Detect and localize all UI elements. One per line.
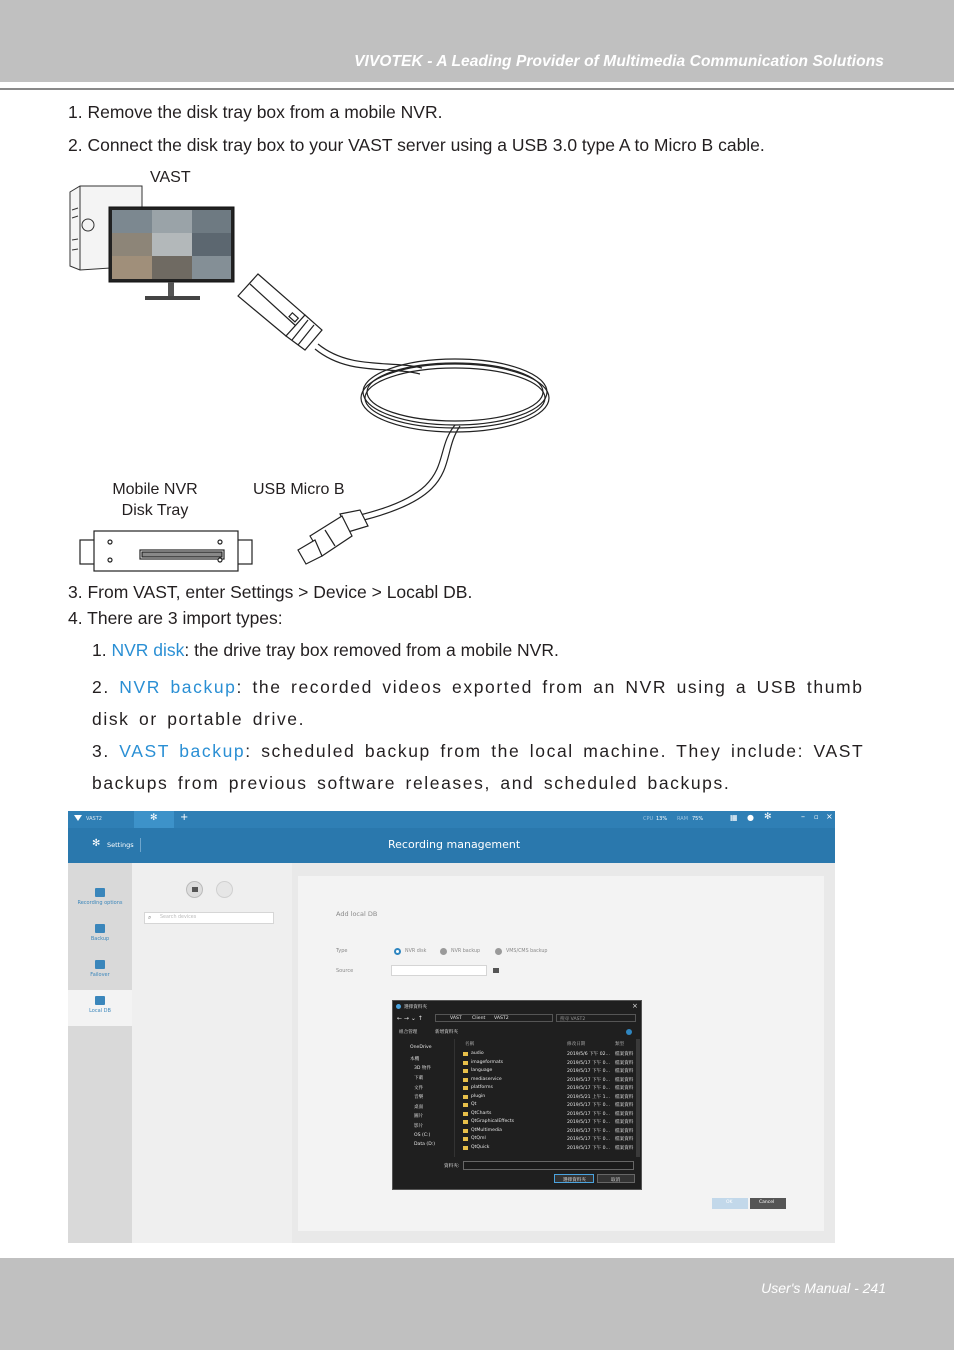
tree-item[interactable]: OS (C:) — [414, 1133, 431, 1138]
sidebar-item-local-db[interactable] — [68, 990, 132, 1026]
col-name-header[interactable]: 名稱 — [465, 1042, 475, 1047]
address-bar[interactable] — [435, 1014, 553, 1022]
file-date: 2019/5/17 下午 0... — [567, 1145, 610, 1151]
folder-icon — [463, 1069, 468, 1073]
file-type: 檔案資料 — [615, 1128, 634, 1134]
sidebar-item-backup[interactable] — [68, 918, 132, 954]
header-divider — [140, 838, 141, 852]
tree-item[interactable]: OneDrive — [410, 1045, 432, 1050]
file-date: 2019/5/17 下午 0... — [567, 1120, 610, 1125]
settings-tab[interactable] — [134, 811, 174, 828]
file-name: QtQml — [471, 1136, 486, 1141]
file-name: Qt — [471, 1102, 477, 1107]
file-type: 檔案資料 — [615, 1145, 634, 1151]
page-header-bar — [68, 828, 835, 863]
file-date: 2019/5/17 下午 0... — [567, 1060, 610, 1066]
select-folder-button-label: 選擇資料夾 — [563, 1178, 586, 1183]
folder-icon — [463, 1103, 468, 1107]
dialog-title: 選擇資料夾 — [404, 1005, 427, 1010]
radio-nvr-disk[interactable] — [394, 948, 401, 955]
remove-local-db-button[interactable] — [216, 881, 233, 898]
calendar-icon — [95, 888, 105, 897]
page-header — [0, 0, 954, 82]
folder-icon — [463, 1129, 468, 1133]
search-placeholder: Search devices — [160, 915, 197, 920]
folder-icon — [463, 1052, 468, 1056]
import-type-1-num: 1. — [92, 640, 112, 660]
file-date: 2019/5/17 下午 0... — [567, 1137, 610, 1142]
folder-icon — [463, 1078, 468, 1082]
help-icon[interactable] — [626, 1029, 632, 1035]
select-folder-dialog — [392, 1000, 642, 1190]
settings-sidebar — [68, 863, 132, 1243]
vast-label: VAST — [150, 169, 191, 186]
dialog-search-placeholder: 搜尋 VAST2 — [560, 1017, 586, 1022]
file-type: 檔案資料 — [615, 1086, 634, 1091]
file-name: QtGraphicalEffects — [471, 1119, 515, 1124]
import-type-3 — [92, 735, 887, 799]
col-type-header[interactable]: 類型 — [615, 1042, 625, 1047]
tree-item[interactable]: 圖片 — [414, 1114, 424, 1119]
dialog-close-icon[interactable]: × — [632, 1002, 638, 1010]
micro-b-label: USB Micro B — [253, 481, 345, 498]
folder-icon[interactable] — [493, 968, 499, 973]
header-title: VIVOTEK - A Leading Provider of Multimedia Communication Solutions — [354, 53, 884, 70]
file-type: 檔案資料 — [615, 1103, 634, 1108]
select-folder-button[interactable] — [554, 1174, 594, 1183]
radio-vms-backup-label: VMS/CMS backup — [506, 949, 548, 954]
cancel-button[interactable] — [750, 1198, 786, 1209]
cancel-button-label: Cancel — [759, 1200, 775, 1205]
search-icon: ⌕ — [148, 914, 152, 921]
file-type: 檔案資料 — [615, 1077, 634, 1083]
folder-icon — [463, 1061, 468, 1065]
tray-label-line1: Mobile NVR — [112, 481, 198, 498]
file-type: 檔案資料 — [615, 1052, 634, 1057]
monitor-icon — [109, 207, 234, 300]
file-date: 2019/5/17 下午 0... — [567, 1111, 610, 1117]
restore-icon[interactable]: ▫ — [814, 813, 819, 821]
folder-field-input[interactable] — [463, 1161, 634, 1170]
folder-icon — [463, 1112, 468, 1116]
tree-item[interactable]: 桌面 — [414, 1105, 424, 1110]
folder-add-icon — [192, 887, 198, 892]
organize-menu[interactable]: 組合管理 — [399, 1030, 418, 1035]
file-row[interactable] — [463, 1077, 635, 1085]
file-name: audio — [471, 1051, 484, 1056]
nav-arrows-icon[interactable]: ← → ⌄ ↑ — [397, 1015, 423, 1022]
usb-a-plug-icon — [238, 274, 322, 350]
file-date: 2019/5/17 下午 0... — [567, 1128, 610, 1134]
tree-item[interactable]: 本機 — [410, 1057, 420, 1062]
file-name: imageformats — [471, 1059, 504, 1065]
file-row[interactable] — [463, 1094, 635, 1102]
usb-micro-b-plug-icon — [298, 510, 368, 564]
settings-icon: ✻ — [92, 838, 101, 849]
new-folder-button[interactable]: 新增資料夾 — [435, 1030, 458, 1035]
sidebar-item-label: Failover — [90, 972, 110, 978]
folder-icon — [463, 1095, 468, 1099]
file-name: QtMultimedia — [471, 1127, 502, 1133]
file-type: 檔案資料 — [615, 1111, 634, 1117]
app-tab[interactable] — [68, 811, 134, 828]
page-footer — [0, 1258, 954, 1350]
header-rule — [0, 88, 954, 90]
app-tab-label: VAST2 — [86, 816, 102, 822]
vivotek-logo-icon — [74, 815, 82, 821]
source-input[interactable] — [391, 965, 487, 976]
import-type-1-desc: : the drive tray box removed from a mobile NVR. — [184, 640, 559, 660]
source-label: Source — [336, 968, 354, 974]
dialog-search-input[interactable] — [556, 1014, 636, 1022]
sidebar-item-recording-options[interactable] — [68, 882, 132, 918]
gear-icon: ✻ — [150, 813, 158, 823]
file-date: 2019/5/17 下午 0... — [567, 1086, 610, 1091]
import-type-2-term: NVR backup — [119, 677, 237, 697]
step-3: 3. From VAST, enter Settings > Device > Locabl DB. — [68, 582, 473, 602]
file-type: 檔案資料 — [615, 1094, 634, 1100]
add-local-db-title: Add local DB — [336, 910, 378, 918]
tree-item[interactable]: 下載 — [414, 1076, 424, 1081]
settings-gear-icon[interactable]: ✻ — [764, 812, 772, 822]
close-icon[interactable]: × — [826, 812, 833, 821]
col-date-header[interactable]: 修改日期 — [567, 1042, 586, 1047]
recording-management-title: Recording management — [388, 838, 521, 851]
tray-label-line2: Disk Tray — [121, 502, 189, 519]
tree-item[interactable]: 音樂 — [414, 1095, 424, 1100]
path-vast: VAST — [450, 1016, 462, 1021]
cpu-value: 13% — [656, 816, 668, 822]
step-1: 1. Remove the disk tray box from a mobile NVR. — [68, 102, 443, 122]
folder-tree — [395, 1039, 455, 1157]
file-name: QtCharts — [471, 1110, 492, 1116]
import-type-3-term: VAST backup — [119, 741, 246, 761]
file-row[interactable] — [463, 1051, 635, 1059]
dialog-cancel-button-label: 取消 — [611, 1178, 621, 1183]
radio-nvr-disk-label: NVR disk — [405, 949, 427, 954]
dialog-scrollbar[interactable] — [636, 1039, 640, 1157]
import-type-2-num: 2. — [92, 677, 120, 697]
file-row[interactable] — [463, 1060, 635, 1068]
step-4: 4. There are 3 import types: — [68, 608, 283, 628]
file-row[interactable] — [463, 1145, 635, 1153]
bell-icon[interactable]: ● — [747, 813, 754, 822]
add-tab-icon[interactable]: + — [180, 812, 189, 823]
import-type-1-term: NVR disk — [111, 640, 185, 660]
radio-nvr-backup-label: NVR backup — [451, 949, 481, 954]
file-date: 2019/5/17 下午 0... — [567, 1103, 610, 1108]
disk-tray-icon — [80, 531, 252, 571]
file-row[interactable] — [463, 1068, 635, 1076]
folder-field-label: 資料夾: — [444, 1164, 460, 1169]
file-name: plugin — [471, 1093, 486, 1099]
folder-icon — [463, 1137, 468, 1141]
grid-icon[interactable]: ▦ — [730, 813, 738, 822]
step-2: 2. Connect the disk tray box to your VAST server using a USB 3.0 type A to Micro B cable. — [68, 135, 765, 155]
device-list-panel — [132, 863, 292, 1243]
folder-icon — [463, 1086, 468, 1090]
file-row[interactable] — [463, 1119, 635, 1127]
file-row[interactable] — [463, 1128, 635, 1136]
sidebar-item-label: Backup — [90, 936, 110, 942]
file-name: language — [471, 1068, 493, 1073]
tree-item[interactable]: 文件 — [414, 1086, 424, 1091]
page-number: User's Manual - 241 — [761, 1280, 886, 1296]
sidebar-item-failover[interactable] — [68, 954, 132, 990]
import-type-1 — [92, 639, 559, 661]
path-client: Client — [472, 1016, 486, 1021]
file-row[interactable] — [463, 1085, 635, 1093]
ok-button[interactable] — [712, 1198, 748, 1209]
database-icon — [95, 996, 105, 1005]
file-type: 檔案資料 — [615, 1120, 634, 1125]
ok-button-label: OK — [726, 1200, 733, 1205]
path-vast2: VAST2 — [494, 1016, 509, 1021]
import-type-3-desc: : scheduled backup from the local machine. They include: VAST backups from previous software releases, and scheduled backups. — [92, 741, 865, 793]
folder-icon — [463, 1120, 468, 1124]
sidebar-item-label: Recording options — [77, 900, 123, 906]
sidebar-item-label: Local DB — [89, 1008, 111, 1014]
file-row[interactable] — [463, 1111, 635, 1119]
folder-icon — [463, 1146, 468, 1150]
cpu-label: CPU — [643, 816, 654, 822]
tree-item[interactable]: 3D 物件 — [414, 1066, 432, 1071]
file-date: 2019/5/17 下午 0... — [567, 1069, 610, 1074]
file-date: 2019/5/21 上午 1... — [567, 1094, 610, 1100]
radio-nvr-backup[interactable] — [440, 948, 447, 955]
dialog-app-icon — [396, 1004, 401, 1009]
minimize-icon[interactable]: – — [801, 812, 805, 821]
file-name: mediaservice — [471, 1076, 502, 1082]
radio-vms-backup[interactable] — [495, 948, 502, 955]
ram-value: 75% — [692, 816, 704, 822]
app-titlebar — [68, 811, 835, 828]
import-type-2 — [92, 671, 887, 735]
settings-label: Settings — [107, 841, 134, 849]
vast-screenshot — [68, 811, 835, 1243]
import-type-2-desc: : the recorded videos exported from an NVR using a USB thumb disk or portable drive. — [92, 677, 864, 729]
file-type: 檔案資料 — [615, 1069, 634, 1074]
failover-icon — [95, 960, 105, 969]
dialog-cancel-button[interactable] — [597, 1174, 635, 1183]
file-name: QtQuick — [471, 1144, 490, 1150]
backup-icon — [95, 924, 105, 933]
usb-cable — [315, 344, 549, 520]
type-label: Type — [336, 948, 348, 954]
file-type: 檔案資料 — [615, 1060, 634, 1066]
tree-item[interactable]: Data (D:) — [414, 1142, 436, 1147]
file-row[interactable] — [463, 1136, 635, 1144]
tree-item[interactable]: 影片 — [414, 1124, 424, 1129]
import-type-3-num: 3. — [92, 741, 120, 761]
file-type: 檔案資料 — [615, 1137, 634, 1142]
ram-label: RAM — [677, 816, 689, 822]
file-date: 2019/5/17 下午 0... — [567, 1077, 610, 1083]
device-search-input[interactable] — [144, 912, 274, 924]
file-name: platforms — [471, 1085, 493, 1090]
file-date: 2019/5/6 下午 02... — [567, 1052, 610, 1057]
file-row[interactable] — [463, 1102, 635, 1110]
